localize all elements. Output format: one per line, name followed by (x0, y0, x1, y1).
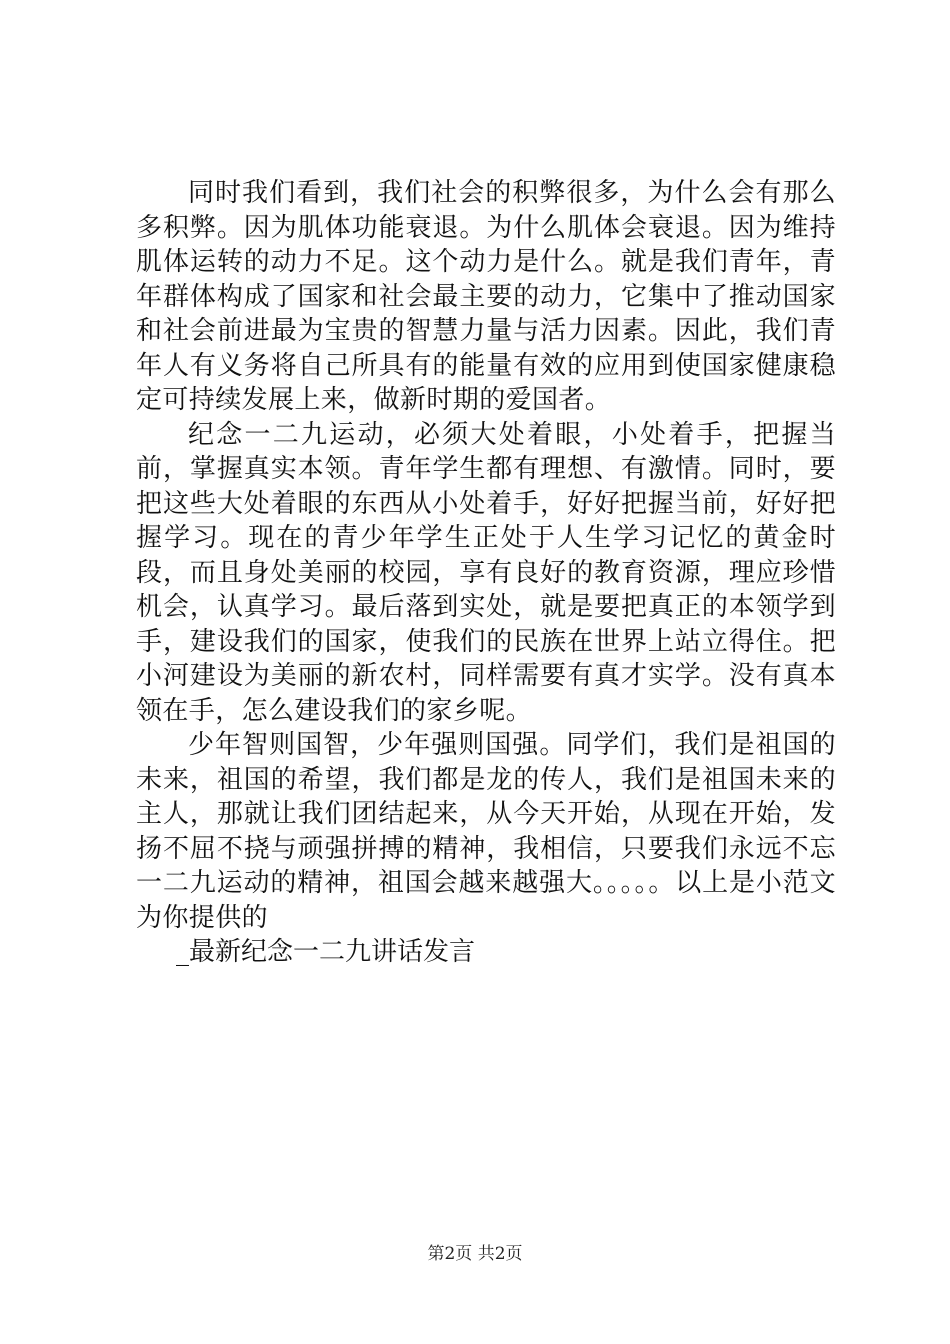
closing-line: _最新纪念一二九讲话发言 (176, 937, 476, 967)
page-footer: 第2页 共2页 (427, 1244, 523, 1264)
paragraph-3: 少年智则国智，少年强则国强。同学们，我们是祖国的未来，祖国的希望，我们都是龙的传人，我们是祖国未来的主人，那就让我们团结起来，从今天开始，从现在开始，发扬不屈不挠与顽强拼搏的精神，我相信，只要我们永远不忘一二九运动的精神，祖国会越来越强大。。。。。以上是小范文为你提供的 (136, 730, 836, 933)
paragraph-2: 纪念一二九运动，必须大处着眼，小处着手，把握当前，掌握真实本领。青年学生都有理想、有激情。同时，要把这些大处着眼的东西从小处着手，好好把握当前，好好把握学习。现在的青少年学生正处于人生学习记忆的黄金时段，而且身处美丽的校园，享有良好的教育资源，理应珍惜机会，认真学习。最后落到实处，就是要把真正的本领学到手，建设我们的国家，使我们的民族在世界上站立得住。把小河建设为美丽的新农村，同样需要有真才实学。没有真本领在手，怎么建设我们的家乡呢。 (136, 419, 836, 726)
document-body (136, 176, 836, 970)
paragraph-1: 同时我们看到，我们社会的积弊很多，为什么会有那么多积弊。因为肌体功能衰退。为什么肌体会衰退。因为维持肌体运转的动力不足。这个动力是什么。就是我们青年，青年群体构成了国家和社会最主要的动力，它集中了推动国家和社会前进最为宝贵的智慧力量与活力因素。因此，我们青年人有义务将自己所具有的能量有效的应用到使国家健康稳定可持续发展上来，做新时期的爱国者。 (136, 178, 836, 415)
